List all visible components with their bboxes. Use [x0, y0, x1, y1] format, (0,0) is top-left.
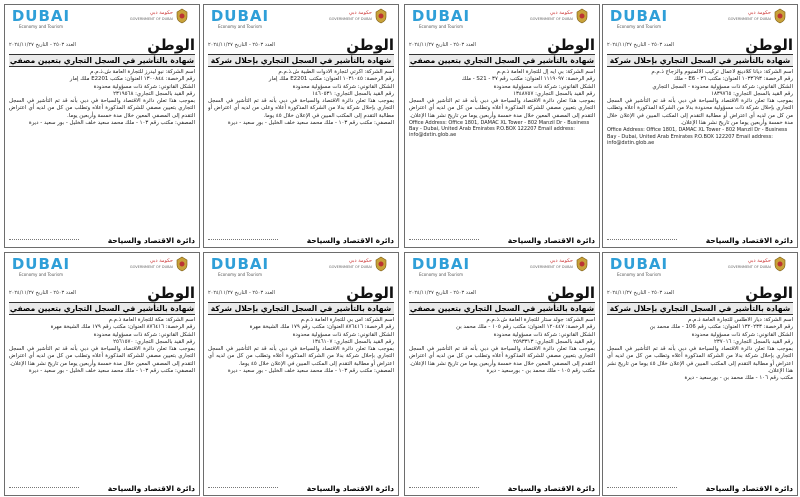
notice-line: الشكل القانوني: شركة ذات مسؤولية محدودة: [93, 83, 195, 90]
notice-line: رقم الرخصة: ١٣٢٠٢٣٣ العنوان: مكتب رقم 106 - ملك محمد بن: [649, 324, 793, 331]
dubai-logo: [11, 9, 71, 29]
notice-line: رقم القيد بالسجل التجاري: ٢٥٦١٥٧٠: [113, 338, 195, 345]
dubai-tagline: Economy and Tourism: [218, 24, 262, 29]
notice-line: الشكل القانوني: شركة ذات مسؤولية محدودة: [691, 331, 793, 338]
emblem-icon: [575, 256, 589, 272]
emblem-icon: [773, 8, 787, 24]
gov-ar: حكومة دبي: [747, 10, 771, 16]
notice-title: شهادة بالتأشير في السجل التجاري بتعيين مصفي: [409, 304, 595, 313]
notice-line: الشكل القانوني: شركة ذات مسؤولية محدودة: [93, 331, 195, 338]
gov-ar: حكومة دبي: [149, 258, 173, 264]
gov-en: GOVERNMENT OF DUBAI: [328, 265, 372, 269]
gov-ar: حكومة دبي: [149, 10, 173, 16]
notice-line: اسم الشركة: نيو ليدرز للتجارة العامة ش.ذ.م.م: [90, 69, 195, 75]
newspaper-name: الوطن: [745, 36, 793, 54]
issue-info: العدد ٢٥٠٣ - التاريخ ٢٠٢٤/١١/٢٧: [607, 42, 674, 48]
notice-line: بموجب هذا تعلن دائرة الاقتصاد والسياحة في دبي بأنه قد تم التأشير في السجل التجاري بإحلال شركة بدلا من الشركة المذكورة أعلاه وعلى من لديه أي اعتراض أو مطالبة التقدم إلى المكتب المبين في الإعلان خلال ٤٥ يوما.: [208, 98, 394, 119]
notice-line: بموجب هذا تعلن دائرة الاقتصاد والسياحة في دبي بأنه قد تم التأشير في السجل التجاري بتعيين مصفي للشركة المذكورة أعلاه وتطلب من كل من لديه أي اعتراض التقدم إلى المصفي المعين خلال مدة خمسة وأربعين يوما من تاريخ نشر هذا الإعلان.: [409, 346, 595, 367]
notice-header: [9, 8, 195, 38]
emblem-icon: [175, 256, 189, 272]
newspaper-name: الوطن: [547, 36, 595, 54]
gov-ar: حكومة دبي: [549, 258, 573, 264]
notice-line: مكتب رقم ١٠٥ - ملك محمد بن - بورسعيد - ديرة: [486, 368, 595, 375]
department-name: دائرة الاقتصاد والسياحة: [705, 236, 793, 245]
dubai-logo: [411, 257, 471, 277]
notice-card: [602, 252, 798, 496]
masthead: [607, 38, 793, 54]
dubai-tagline: Economy and Tourism: [617, 272, 661, 277]
footer-divider: [409, 239, 479, 240]
department-name: دائرة الاقتصاد والسياحة: [107, 484, 195, 493]
department-name: دائرة الاقتصاد والسياحة: [507, 484, 595, 493]
notice-line: الشكل القانوني: شركة ذات مسؤولية محدودة: [292, 331, 394, 338]
notice-title: شهادة بالتأشير في السجل التجاري بإحلال شركة: [208, 54, 394, 67]
masthead: [409, 286, 595, 302]
notice-line: بموجب هذا تعلن دائرة الاقتصاد والسياحة في دبي بأنه قد تم التأشير في السجل التجاري بتعيين مصفي للشركة المذكورة أعلاه وتطلب من كل من لديه أي اعتراض التقدم إلى المصفي المعين خلال مدة خمسة وأربعين يوما من تاريخ نشر هذا الإعلان.: [9, 346, 195, 367]
gov-en: GOVERNMENT OF DUBAI: [328, 17, 372, 21]
notice-line: بموجب هذا تعلن دائرة الاقتصاد والسياحة في دبي بأنه قد تم التأشير في السجل التجاري بتعيين مصفي للشركة المذكورة أعلاه وتطلب من كل من لديه أي اعتراض التقدم إلى المصفي المعين خلال مدة خمسة وأربعين يوما.: [9, 98, 195, 119]
notice-line: رقم القيد بالسجل التجاري: ١٣٤٦١٠٧: [312, 338, 394, 345]
notice-line: رقم القيد بالسجل التجاري: ١٨٣٩٧٦٥: [711, 90, 793, 97]
notice-card: [203, 4, 399, 248]
notice-line: الشكل القانوني: شركة ذات مسؤولية محدودة: [292, 83, 394, 90]
gov-en: GOVERNMENT OF DUBAI: [129, 17, 173, 21]
notice-line: المصفي: مكتب رقم ١٠٣ - ملك محمد سعيد خلف الخليل - بور سعيد - ديرة: [28, 368, 195, 375]
government-emblem: [129, 256, 189, 284]
dubai-tagline: Economy and Tourism: [419, 272, 463, 277]
gov-en: GOVERNMENT OF DUBAI: [529, 265, 573, 269]
notice-body: [9, 69, 195, 241]
notice-line: المصفي: مكتب رقم ١٠٣ - ملك محمد سعيد خلف الخليل - بور سعيد - ديرة: [227, 368, 394, 375]
notice-footer: [409, 481, 595, 493]
gov-en: GOVERNMENT OF DUBAI: [727, 17, 771, 21]
notice-line: رقم القيد بالسجل التجاري: ٢٣١٩٥٦٨: [113, 90, 195, 97]
notice-title: شهادة بالتأشير في السجل التجاري بتعيين مصفي: [9, 56, 195, 65]
notice-header: [409, 8, 595, 38]
notice-line: اسم الشركة: ديار الأطلس للتجارة العامة ذ.م.م: [687, 317, 793, 323]
newspaper-name: الوطن: [547, 284, 595, 302]
notice-line: رقم الرخصة: ١٢٠٤٤٧ العنوان: مكتب رقم ١٠٥ - ملك محمد بن: [456, 324, 595, 331]
notice-footer: [9, 233, 195, 245]
notice-line: رقم الرخصة: ١١١٩٠٩٧ العنوان: مكتب رقم ٣٧ - S21 - ملك: [461, 76, 595, 83]
dubai-wordmark: DUBAI: [11, 7, 71, 25]
notice-card: [404, 4, 600, 248]
notice-line: المصفي: مكتب رقم ١٠٣ - ملك محمد سعيد خلف الخليل - بور سعيد - ديرة: [227, 120, 394, 127]
newspaper-name: الوطن: [147, 36, 195, 54]
dubai-logo: [609, 9, 669, 29]
dubai-logo: [609, 257, 669, 277]
dubai-wordmark: DUBAI: [210, 255, 270, 273]
notice-card: [4, 252, 200, 496]
government-emblem: [529, 256, 589, 284]
notice-line: رقم القيد بالسجل التجاري: ٢٥٩٣٣١٣: [513, 338, 595, 345]
department-name: دائرة الاقتصاد والسياحة: [507, 236, 595, 245]
notice-title: شهادة بالتأشير في السجل التجاري بإحلال شركة: [607, 54, 793, 67]
dubai-logo: [210, 9, 270, 29]
notice-card: [404, 252, 600, 496]
notice-line: المصفي: مكتب رقم ١٠٣ - ملك محمد سعيد خلف الخليل - بور سعيد - ديرة: [28, 120, 195, 127]
notice-body: [409, 69, 595, 241]
notice-footer: [607, 233, 793, 245]
notice-line: الشكل القانوني: شركة ذات مسؤولية محدودة - السجل التجاري: [652, 83, 793, 90]
newspaper-name: الوطن: [346, 36, 394, 54]
notice-title: شهادة بالتأشير في السجل التجاري بإحلال شركة: [607, 302, 793, 315]
notice-line: بموجب هذا تعلن دائرة الاقتصاد والسياحة في دبي بأنه قد تم التأشير في السجل التجاري بإحلال شركة بدلا من الشركة المذكورة أعلاه وتطلب من كل من لديه أي اعتراض أو مطالبة التقدم إلى المكتب المبين في الإعلان خلال ٤٥ يوما من تاريخ نشر هذا الإعلان.: [607, 346, 793, 375]
notice-card: [602, 4, 798, 248]
gov-ar: حكومة دبي: [747, 258, 771, 264]
emblem-icon: [773, 256, 787, 272]
notice-title: شهادة بالتأشير في السجل التجاري بتعيين مصفي: [409, 56, 595, 65]
newspaper-name: الوطن: [147, 284, 195, 302]
gov-en: GOVERNMENT OF DUBAI: [129, 265, 173, 269]
issue-info: العدد ٢٥٠٣ - التاريخ ٢٠٢٤/١١/٢٧: [409, 42, 476, 48]
notice-body: [409, 317, 595, 489]
emblem-icon: [175, 8, 189, 24]
gov-ar: حكومة دبي: [549, 10, 573, 16]
notice-line: اسم الشركة: مكة للتجارة العامة ذ.م.م: [108, 317, 195, 323]
notice-line: بموجب هذا تعلن دائرة الاقتصاد والسياحة في دبي بأنه قد تم التأشير في السجل التجاري بإحلال شركة بدلا من الشركة المذكورة أعلاه وتطلب من كل من لديه أي اعتراض أو مطالبة التقدم إلى المكتب المبين في الإعلان خلال ٤٥ يوما.: [208, 346, 394, 367]
notice-line: الشكل القانوني: شركة ذات مسؤولية محدودة: [493, 83, 595, 90]
notice-body: [9, 317, 195, 489]
notice-footer: [9, 481, 195, 493]
notice-title: شهادة بالتأشير في السجل التجاري بإحلال شركة: [208, 302, 394, 315]
issue-info: العدد ٢٥٠٣ - التاريخ ٢٠٢٤/١١/٢٧: [9, 290, 76, 296]
dubai-wordmark: DUBAI: [11, 255, 71, 273]
footer-divider: [208, 239, 278, 240]
masthead: [9, 286, 195, 302]
notice-card: [203, 252, 399, 496]
notice-footer: [208, 481, 394, 493]
notice-line: بموجب هذا تعلن دائرة الاقتصاد والسياحة في دبي بأنه قد تم التأشير في السجل التجاري بتعيين مصفي للشركة المذكورة أعلاه وتطلب من كل من لديه أي اعتراض التقدم إلى المصفي المعين خلال مدة خمسة وأربعين يوما من تاريخ نشر هذا الإعلان.: [409, 98, 595, 119]
issue-info: العدد ٢٥٠٣ - التاريخ ٢٠٢٤/١١/٢٧: [409, 290, 476, 296]
notice-line: رقم القيد بالسجل التجاري: ١٤٦٠٥٣١: [312, 90, 394, 97]
issue-info: العدد ٢٥٠٣ - التاريخ ٢٠٢٤/١١/٢٧: [208, 42, 275, 48]
notice-line: رقم القيد بالسجل التجاري: ١٣٤٨٧٥٧: [513, 90, 595, 97]
notice-footer: [409, 233, 595, 245]
department-name: دائرة الاقتصاد والسياحة: [705, 484, 793, 493]
footer-divider: [409, 487, 479, 488]
notice-body: [607, 69, 793, 241]
notice-body: [607, 317, 793, 489]
dubai-logo: [210, 257, 270, 277]
masthead: [607, 286, 793, 302]
notice-line: اسم الشركة: بي ايه إل للتجارة العامة ذ.م.م: [496, 69, 595, 75]
dubai-logo: [411, 9, 471, 29]
masthead: [409, 38, 595, 54]
footer-divider: [9, 487, 79, 488]
notice-line: اسم الشركة: جولد ستار للتجارة العامة ش.ذ.م.م: [486, 317, 595, 323]
issue-info: العدد ٢٥٠٣ - التاريخ ٢٠٢٤/١١/٢٧: [9, 42, 76, 48]
emblem-icon: [374, 8, 388, 24]
notice-line: مكتب رقم ١٠٦ - ملك محمد بن - بورسعيد - ديرة: [684, 375, 793, 382]
notice-line: بموجب هذا تعلن دائرة الاقتصاد والسياحة في دبي بأنه قد تم التأشير في السجل التجاري بإحلال شركة ذات مسؤولية محدودة بدلا من الشركة المذكورة أعلاه وتطلب من كل من لديه أي اعتراض أو مطالبة التقدم إلى المكتب المبين في الإعلان خلال مدة خمسة وأربعين يوما من تاريخ نشر هذا الإعلان.: [607, 98, 793, 127]
government-emblem: [129, 8, 189, 36]
notice-header: [607, 256, 793, 286]
dubai-wordmark: DUBAI: [609, 255, 669, 273]
notice-header: [607, 8, 793, 38]
dubai-wordmark: DUBAI: [609, 7, 669, 25]
newspaper-name: الوطن: [745, 284, 793, 302]
footer-divider: [607, 487, 677, 488]
government-emblem: [727, 256, 787, 284]
dubai-tagline: Economy and Tourism: [19, 24, 63, 29]
notice-line: رقم القيد بالسجل التجاري: ٢٣٧٠١٦: [713, 338, 793, 345]
government-emblem: [529, 8, 589, 36]
masthead: [9, 38, 195, 54]
gov-ar: حكومة دبي: [348, 10, 372, 16]
dubai-tagline: Economy and Tourism: [19, 272, 63, 277]
dubai-tagline: Economy and Tourism: [218, 272, 262, 277]
notice-english: Office Address: Office 1801, DAMAC XL Tower - 802 Manzil Dr - Business Bay - Dubai, United Arab Emirates P.O.BOX 122207 Email address: info@dxtin.glob.ae: [409, 120, 590, 139]
issue-info: العدد ٢٥٠٣ - التاريخ ٢٠٢٤/١١/٢٧: [208, 290, 275, 296]
notice-header: [208, 8, 394, 38]
notice-body: [208, 69, 394, 241]
dubai-logo: [11, 257, 71, 277]
notice-header: [208, 256, 394, 286]
notice-line: اسم الشركة: اكرتي لتجارة الأدوات الطبية ش.ذ.م.م: [278, 69, 394, 75]
newspaper-name: الوطن: [346, 284, 394, 302]
notice-english: Office Address: Office 1801, DAMAC XL Tower - 802 Manzil Dr - Business Bay - Dubai, United Arab Emirates P.O.BOX 122207 Email address: info@dxtin.glob.ae: [607, 127, 788, 146]
emblem-icon: [374, 256, 388, 272]
notice-header: [9, 256, 195, 286]
government-emblem: [328, 8, 388, 36]
notice-header: [409, 256, 595, 286]
notice-line: رقم الرخصة: ٨٧٦٤١٦ العنوان: مكتب رقم ١٧٩ ملك الشيخة مهرة: [249, 324, 394, 331]
dubai-tagline: Economy and Tourism: [419, 24, 463, 29]
government-emblem: [727, 8, 787, 36]
notice-line: رقم الرخصة: ١٣٠٠٨٤٤ العنوان: مكتب E2201 ملك إمار: [69, 76, 195, 83]
notice-body: [208, 317, 394, 489]
footer-divider: [607, 239, 677, 240]
notice-line: رقم الرخصة: ١٠٣٣٦٩٣ العنوان: مكتب ٣٦ - E6 - ملك: [673, 76, 793, 83]
emblem-icon: [575, 8, 589, 24]
masthead: [208, 286, 394, 302]
notice-line: رقم الرخصة: ١٠٣١٠٤٥ العنوان: مكتب E2201 ملك إمار: [268, 76, 394, 83]
notice-card: [4, 4, 200, 248]
footer-divider: [208, 487, 278, 488]
dubai-wordmark: DUBAI: [411, 7, 471, 25]
gov-en: GOVERNMENT OF DUBAI: [529, 17, 573, 21]
department-name: دائرة الاقتصاد والسياحة: [107, 236, 195, 245]
dubai-tagline: Economy and Tourism: [617, 24, 661, 29]
department-name: دائرة الاقتصاد والسياحة: [306, 484, 394, 493]
notice-line: اسم الشركة: اس بي للتجارة العامة ذ.م.م: [300, 317, 394, 323]
notice-line: الشكل القانوني: شركة ذات مسؤولية محدودة: [493, 331, 595, 338]
department-name: دائرة الاقتصاد والسياحة: [306, 236, 394, 245]
dubai-wordmark: DUBAI: [411, 255, 471, 273]
notice-title: شهادة بالتأشير في السجل التجاري بتعيين مصفي: [9, 304, 195, 313]
gov-en: GOVERNMENT OF DUBAI: [727, 265, 771, 269]
government-emblem: [328, 256, 388, 284]
notice-line: رقم الرخصة: ٨٧٦٤١٦ العنوان: مكتب رقم ١٧٩ ملك الشيخة مهرة: [50, 324, 195, 331]
masthead: [208, 38, 394, 54]
notice-footer: [607, 481, 793, 493]
notice-line: اسم الشركة: ديانا كلادينغ لأعمال تركيب الألمنيوم والزجاج ذ.م.م: [651, 69, 793, 75]
notice-footer: [208, 233, 394, 245]
gov-ar: حكومة دبي: [348, 258, 372, 264]
footer-divider: [9, 239, 79, 240]
dubai-wordmark: DUBAI: [210, 7, 270, 25]
issue-info: العدد ٢٥٠٣ - التاريخ ٢٠٢٤/١١/٢٧: [607, 290, 674, 296]
